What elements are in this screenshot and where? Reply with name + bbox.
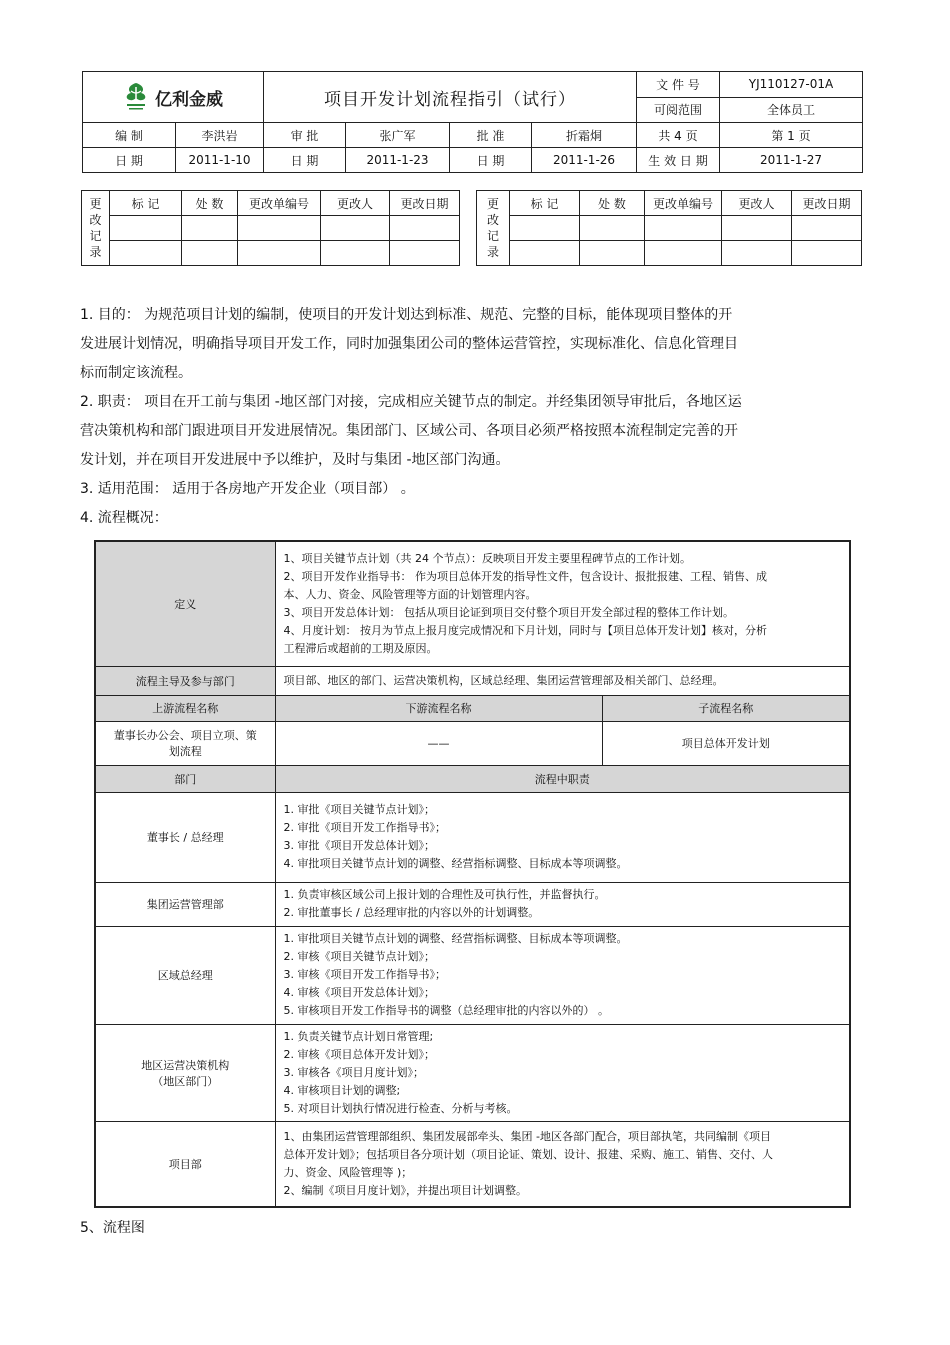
dept-header: 部门 (95, 765, 275, 792)
document-title: 项目开发计划流程指引（试行） (264, 72, 637, 123)
dept-duties: 1. 负责关键节点计划日常管理; 2. 审核《项目总体开发计划》； 3. 审核各《项目月度计划》； 4. 审核项目计划的调整; 5. 对项目计划执行情况进行检查、分析与考核。 (275, 1024, 850, 1121)
dept-name: 集团运营管理部 (95, 882, 275, 926)
cell: 2011-1-27 (720, 148, 863, 173)
definition-content: 1、项目关键节点计划（共 24 个节点）：反映项目开发主要里程碑节点的工作计划。 2、项目开发作业指导书： 作为项目总体开发的指导性文件，包含设计、报批报建、工程、销售、成 本、人力、资金、风险管理等方面的计划管理内容。 3、项目开发总体计划： 包括从项目论证到项目交付整个项目开发全部过程的整体工作计划。 4、月度计划： 按月为节点上报月度完成情况和下月计划，同时与【项目总体开发计划】核对，分析 工程滞后或超前的工期及原因。 (275, 541, 850, 666)
text-line: 标而制定该流程。 (80, 365, 192, 381)
company-logo (83, 72, 264, 123)
col-header: 标 记 (110, 191, 182, 216)
subflow-value: 项目总体开发计划 (602, 721, 850, 765)
text-line: 发计划，并在项目开发进展中予以维护，及时与集团 -地区部门沟通。 (80, 452, 510, 468)
col-header: 标 记 (510, 191, 580, 216)
cell: 李洪岩 (176, 123, 264, 148)
change-record-label: 更 改 记 录 (82, 191, 110, 266)
text-line: 1. 目的： 为规范项目计划的编制，使项目的开发计划达到标准、规范、完整的目标，能体现项目整体的开 (80, 307, 733, 323)
table-row (95, 926, 850, 1024)
table-row (95, 882, 850, 926)
scope-label: 可阅范围 (637, 97, 720, 123)
duty-header: 流程中职责 (275, 765, 850, 792)
text-line: 2. 职责： 项目在开工前与集团 -地区部门对接，完成相应关键节点的制定。并经集团领导审批后，各地区运 (80, 394, 742, 410)
scope-value: 全体员工 (720, 97, 863, 123)
dept-duties: 1、由集团运营管理部组织、集团发展部牵头、集团 -地区各部门配合，项目部执笔，共同编制《项目 总体开发计划》；包括项目各分项计划（项目论证、策划、设计、报建、采购、施工、销售、交付、人 力、资金、风险管理等 )； 2、编制《项目月度计划》，并提出项目计划调整。 (275, 1121, 850, 1207)
dept-name: 董事长 / 总经理 (95, 792, 275, 882)
downstream-value: —— (275, 721, 602, 765)
change-record-table-right (476, 190, 862, 266)
change-record-table-left (81, 190, 460, 266)
lead-dept-value: 项目部、地区的部门、运营决策机构，区域总经理、集团运营管理部及相关部门、总经理。 (275, 666, 850, 695)
text-line: 营决策机构和部门跟进项目开发进展情况。集团部门、区域公司、各项目必须严格按照本流程制定完善的开 (80, 423, 738, 439)
cell: 批 准 (450, 123, 532, 148)
table-row (95, 1024, 850, 1121)
col-header: 处 数 (182, 191, 238, 216)
col-header: 更改单编号 (645, 191, 722, 216)
subflow-label: 子流程名称 (602, 695, 850, 721)
text-line: 发进展计划情况，明确指导项目开发工作，同时加强集团公司的整体运营管控，实现标准化、信息化管理目 (80, 336, 738, 352)
cell: 审 批 (264, 123, 346, 148)
cell: 日 期 (264, 148, 346, 173)
downstream-label: 下游流程名称 (275, 695, 602, 721)
company-logo-icon (123, 81, 149, 113)
dept-name: 地区运营决策机构 （地区部门） (95, 1024, 275, 1121)
cell: 生 效 日 期 (637, 148, 720, 173)
dept-duties: 1. 审批项目关键节点计划的调整、经营指标调整、目标成本等项调整。 2. 审核《项目关键节点计划》； 3. 审核《项目开发工作指导书》； 4. 审核《项目开发总体计划》； 5. 审核项目开发工作指导书的调整（总经理审批的内容以外的） 。 (275, 926, 850, 1024)
col-header: 更改人 (722, 191, 792, 216)
dept-duties: 1. 负责审核区域公司上报计划的合理性及可执行性，并监督执行。 2. 审批董事长 / 总经理审批的内容以外的计划调整。 (275, 882, 850, 926)
upstream-label: 上游流程名称 (95, 695, 275, 721)
cell: 2011-1-26 (532, 148, 637, 173)
dept-name: 区域总经理 (95, 926, 275, 1024)
approval-row (83, 123, 863, 148)
cell: 第 1 页 (720, 123, 863, 148)
dept-duties: 1. 审批《项目关键节点计划》； 2. 审批《项目开发工作指导书》； 3. 审批《项目开发总体计划》； 4. 审批项目关键节点计划的调整、经营指标调整、目标成本等项调整。 (275, 792, 850, 882)
text-line: 3. 适用范围： 适用于各房地产开发企业（项目部） 。 (80, 481, 415, 497)
col-header: 处 数 (580, 191, 645, 216)
lead-dept-label: 流程主导及参与部门 (95, 666, 275, 695)
section-flowchart-heading: 5、流程图 (80, 1220, 145, 1236)
cell: 日 期 (83, 148, 176, 173)
col-header: 更改单编号 (238, 191, 321, 216)
table-row (95, 792, 850, 882)
change-record-label: 更 改 记 录 (477, 191, 510, 266)
company-logo-text: 亿利金威 (155, 89, 223, 109)
process-overview-table (94, 540, 851, 1208)
document-header-table (82, 71, 863, 173)
text-line: 4. 流程概况： (80, 510, 168, 526)
upstream-value: 董事长办公会、项目立项、策 划流程 (95, 721, 275, 765)
cell: 2011-1-10 (176, 148, 264, 173)
cell: 折霜烔 (532, 123, 637, 148)
doc-number-value: YJ110127-01A (720, 72, 863, 98)
table-row (95, 1121, 850, 1207)
cell: 2011-1-23 (346, 148, 450, 173)
cell: 共 4 页 (637, 123, 720, 148)
definition-label: 定义 (95, 541, 275, 666)
doc-number-label: 文 件 号 (637, 72, 720, 98)
col-header: 更改日期 (390, 191, 460, 216)
date-row (83, 148, 863, 173)
cell: 张广军 (346, 123, 450, 148)
section-purpose (80, 301, 820, 533)
cell: 日 期 (450, 148, 532, 173)
col-header: 更改人 (321, 191, 390, 216)
dept-name: 项目部 (95, 1121, 275, 1207)
col-header: 更改日期 (792, 191, 862, 216)
cell: 编 制 (83, 123, 176, 148)
